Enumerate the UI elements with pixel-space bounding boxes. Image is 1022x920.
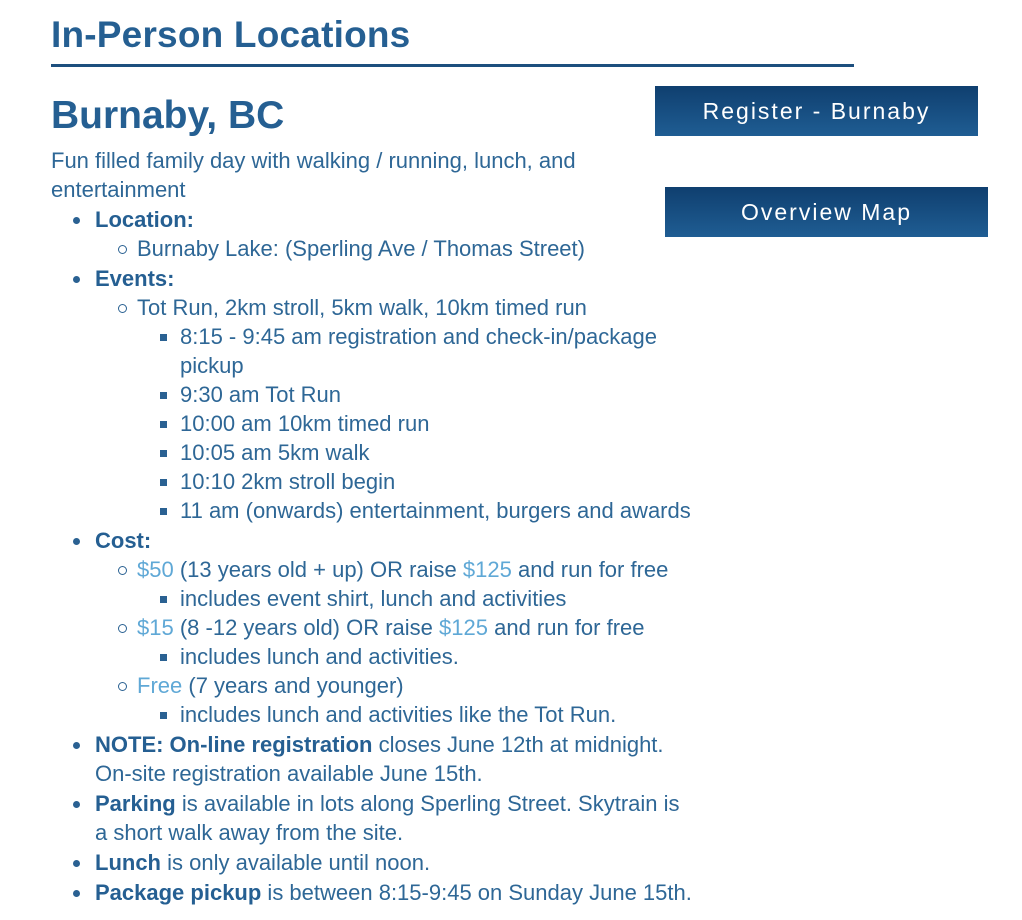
cost-text: (13 years old + up) OR raise — [173, 557, 463, 582]
price-link[interactable]: Free — [137, 673, 183, 698]
events-summary: Tot Run, 2km stroll, 5km walk, 10km timed run — [137, 295, 587, 320]
page-title: In-Person Locations — [51, 14, 411, 55]
note-text: On-site registration available June 15th. — [95, 761, 483, 786]
parking-text: a short walk away from the site. — [95, 820, 404, 845]
cost-text: (7 years and younger) — [182, 673, 404, 698]
schedule-item — [95, 467, 765, 496]
cost-includes — [95, 700, 765, 729]
schedule-text: 9:30 am Tot Run — [180, 382, 342, 407]
pickup-label: Package pickup — [95, 880, 262, 905]
parking-label: Parking — [95, 791, 176, 816]
schedule-item-continued — [95, 351, 765, 380]
schedule-item — [95, 496, 765, 525]
cost-item — [95, 555, 765, 584]
schedule-item — [95, 438, 765, 467]
list-item-pickup — [95, 878, 765, 907]
schedule-item — [95, 380, 765, 409]
cost-text: and run for free — [487, 615, 645, 640]
includes-text: includes lunch and activities. — [180, 644, 459, 669]
schedule-text: 10:10 2km stroll begin — [180, 469, 396, 494]
event-details-list — [95, 205, 765, 907]
parking-text: is available in lots along Sperling Street. Skytrain is — [175, 791, 680, 816]
schedule-text: 11 am (onwards) entertainment, burgers and awards — [180, 498, 691, 523]
cost-text: (8 -12 years old) OR raise — [173, 615, 440, 640]
location-intro: Fun filled family day with walking / running, lunch, and entertainment — [51, 148, 576, 202]
raise-link[interactable]: $125 — [462, 557, 512, 582]
raise-link[interactable]: $125 — [439, 615, 488, 640]
register-button[interactable]: Register - Burnaby — [655, 86, 978, 136]
title-divider — [51, 64, 854, 67]
cost-includes — [95, 642, 765, 671]
list-item-note — [95, 730, 765, 759]
includes-text: includes lunch and activities like the Tot Run. — [180, 702, 617, 727]
list-item-cost — [95, 526, 765, 555]
schedule-item — [95, 322, 765, 351]
lunch-text: is only available until noon. — [161, 850, 431, 875]
cost-label: Cost: — [95, 528, 152, 553]
events-label: Events: — [95, 266, 175, 291]
pickup-text: is between 8:15-9:45 on Sunday June 15th. — [261, 880, 692, 905]
location-value: Burnaby Lake: (Sperling Ave / Thomas Street) — [137, 236, 585, 261]
schedule-text: 8:15 - 9:45 am registration and check-in/package — [180, 324, 657, 349]
lunch-label: Lunch — [95, 850, 161, 875]
list-item-note-continued — [95, 759, 765, 788]
schedule-item — [95, 409, 765, 438]
schedule-text: pickup — [180, 353, 244, 378]
cost-text: and run for free — [511, 557, 669, 582]
location-heading: Burnaby, BC — [51, 94, 285, 137]
list-item — [95, 234, 765, 263]
includes-text: includes event shirt, lunch and activities — [180, 586, 567, 611]
list-item — [95, 293, 765, 322]
list-item-events — [95, 264, 765, 293]
location-label: Location: — [95, 207, 194, 232]
schedule-text: 10:00 am 10km timed run — [180, 411, 430, 436]
note-label: NOTE: On-line registration — [95, 732, 373, 757]
price-link[interactable]: $15 — [137, 615, 174, 640]
cost-item — [95, 613, 765, 642]
overview-map-button[interactable]: Overview Map — [665, 187, 988, 237]
list-item-parking — [95, 789, 765, 818]
list-item-lunch — [95, 848, 765, 877]
note-text: closes June 12th at midnight. — [372, 732, 664, 757]
schedule-text: 10:05 am 5km walk — [180, 440, 370, 465]
list-item-location — [95, 205, 765, 234]
price-link[interactable]: $50 — [137, 557, 174, 582]
list-item-parking-continued — [95, 818, 765, 847]
cost-item — [95, 671, 765, 700]
cost-includes — [95, 584, 765, 613]
